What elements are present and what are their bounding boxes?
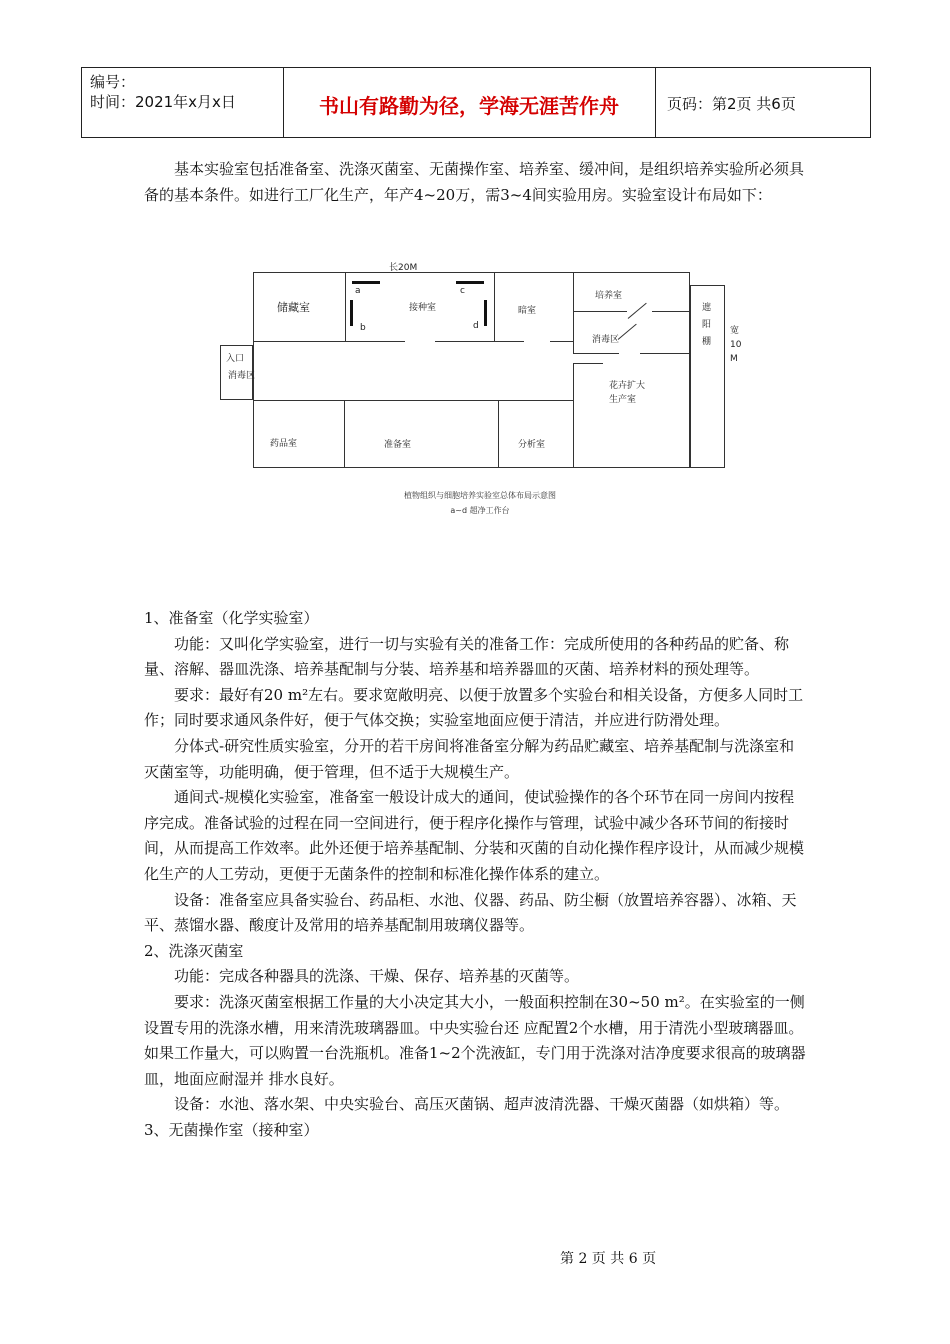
section-heading-1: 1、准备室（化学实验室） [144,609,319,627]
header-page-info: 页码：第2页 共6页 [667,95,796,113]
diagram-caption-1: 植物组织与细胞培养实验室总体布局示意图 [404,491,556,500]
section-heading-3: 3、无菌操作室（接种室） [144,1120,319,1139]
width-label-3: M [730,354,738,364]
section-paragraph: 分体式-研究性质实验室，分开的若干房间将准备室分解为药品贮藏室、培养基配制与洗涤室和灭菌室等，功能明确，便于管理，但不适于大规模生产。 [144,736,795,781]
shade-label-2: 阳 [702,320,712,330]
intro-paragraph: 基本实验室包括准备室、洗涤灭菌室、无菌操作室、培养室、缓冲间，是组织培养实验所必须具备的基本条件。如进行工厂化生产，年产4~20万，需3~4间实验用房。实验室设计布局如下： [144,160,805,204]
doc-number-label: 编号： [90,73,136,91]
room-analysis: 分析室 [518,440,546,450]
intro-block [144,157,808,208]
length-label: 长20M [389,263,418,273]
clean-bench-c [456,281,484,284]
page-header [81,67,871,138]
section-paragraph: 设备：准备室应具备实验台、药品柜、水池、仪器、药品、防尘橱（放置培养容器）、冰箱、天平、蒸馏水器、酸度计及常用的培养基配制用玻璃仪器等。 [144,890,797,935]
room-disinfect: 消毒区 [592,335,620,345]
section-heading-2: 2、洗涤灭菌室 [144,941,244,960]
clean-bench-b [350,300,353,326]
room-inoculation: 接种室 [409,303,437,313]
room-medicine: 药品室 [270,439,298,449]
room-dark: 暗室 [518,306,537,316]
section-paragraph: 设备：水池、落水架、中央实验台、高压灭菌锅、超声波清洗器、干燥灭菌器（如烘箱）等。 [174,1095,790,1114]
main-content [144,606,808,1143]
room-prep: 准备室 [384,440,412,450]
header-meta [90,72,280,112]
width-label-1: 宽 [730,326,740,336]
bench-label-a: a [355,286,361,296]
entrance-label-1: 入口 [226,354,245,364]
diagram-caption-2: a~d 超净工作台 [450,506,510,515]
room-storage: 储藏室 [277,301,310,314]
shade-label-1: 遮 [702,303,712,313]
bench-label-c: c [460,286,465,296]
header-motto: 书山有路勤为径，学海无涯苦作舟 [319,94,619,118]
width-label-2: 10 [730,340,742,350]
shade-label-3: 棚 [702,337,712,347]
bench-label-d: d [473,321,479,331]
room-culture: 培养室 [595,291,623,301]
section-paragraph: 功能：完成各种器具的洗涤、干燥、保存、培养基的灭菌等。 [174,967,580,986]
section-paragraph: 要求：洗涤灭菌室根据工作量的大小决定其大小，一般面积控制在30~50 m²。在实验室的一侧设置专用的洗涤水槽，用来清洗玻璃器皿。中央实验台还 应配置2个水槽，用于清洗小型玻璃器皿。如果工作量大，可以购置一台洗瓶机。准备1~2个洗液缸，专门用于洗涤对洁净度要求很高的玻璃器皿，地面应耐湿并 排水良好。 [144,992,806,1088]
section-paragraph: 要求：最好有20 m²左右。要求宽敞明亮、以便于放置多个实验台和相关设备，方便多人同时工作；同时要求通风条件好，便于气体交换；实验室地面应便于清洁，并应进行防滑处理。 [144,685,804,730]
page-footer: 第 2 页 共 6 页 [560,1251,657,1267]
flower-room-label-1: 花卉扩大 [609,381,646,391]
entrance-label-2: 消毒区 [228,371,256,381]
section-paragraph: 功能：又叫化学实验室，进行一切与实验有关的准备工作：完成所使用的各种药品的贮备、称量、溶解、器皿洗涤、培养基配制与分装、培养基和培养器皿的灭菌、培养材料的预处理等。 [144,634,790,679]
bench-label-b: b [360,323,366,333]
clean-bench-a [352,281,380,284]
building-outline [253,272,690,468]
floor-plan-diagram [220,255,760,515]
section-paragraph: 通间式-规模化实验室，准备室一般设计成大的通间，使试验操作的各个环节在同一房间内按程序完成。准备试验的过程在同一空间进行，便于程序化操作与管理，试验中减少各环节间的衔接时间，从而提高工作效率。此外还便于培养基配制、分装和灭菌的自动化操作程序设计，从而减少规模化生产的人工劳动，更便于无菌条件的控制和标准化操作体系的建立。 [144,788,805,883]
clean-bench-d [484,300,487,326]
flower-room-label-2: 生产室 [609,395,637,405]
doc-time-label: 时间：2021年x月x日 [90,93,236,111]
